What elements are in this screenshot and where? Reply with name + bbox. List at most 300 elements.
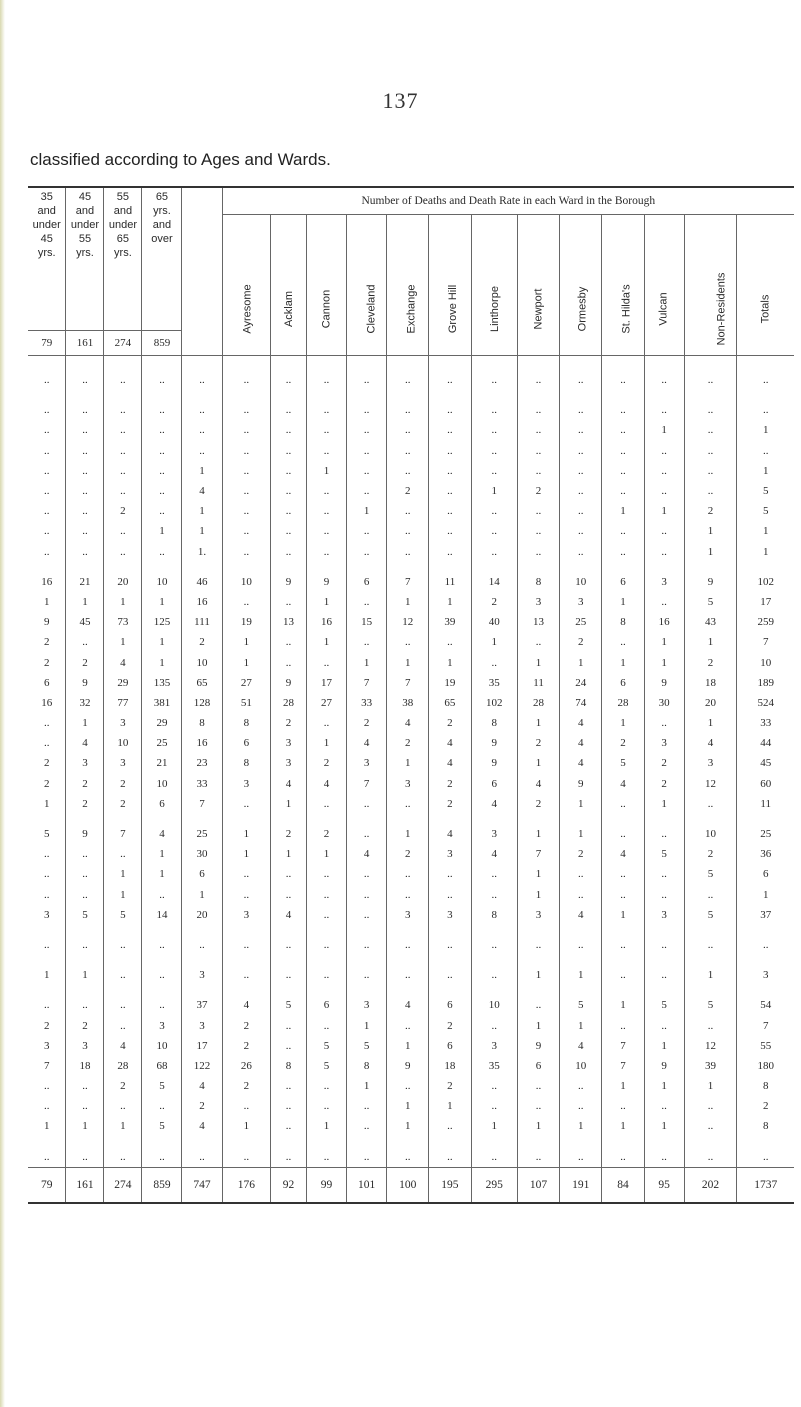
gap-cell (684, 390, 737, 400)
table-cell: .. (644, 521, 684, 541)
table-cell: .. (387, 461, 429, 481)
table-cell: 8 (471, 713, 517, 733)
deaths-by-age-and-ward-table (28, 186, 794, 1207)
final-total-cell: 176 (222, 1167, 271, 1203)
gap-cell (471, 955, 517, 965)
table-cell: .. (429, 965, 471, 985)
table-cell: 2 (737, 1096, 794, 1116)
table-cell: 1 (306, 1116, 346, 1136)
table-cell: 1 (737, 885, 794, 905)
gap-cell (222, 925, 271, 935)
gap-cell (271, 925, 307, 935)
table-cell: 16 (644, 612, 684, 632)
final-total-cell: 295 (471, 1167, 517, 1203)
table-cell: 1 (560, 1116, 602, 1136)
table-cell: 1 (347, 652, 387, 672)
bottom-rule-cell (471, 1203, 517, 1207)
table-cell: 1 (222, 844, 271, 864)
gap-cell (517, 562, 559, 572)
header-gap-cell (644, 356, 684, 371)
table-cell: .. (387, 965, 429, 985)
table-cell: .. (517, 1147, 559, 1168)
table-row (28, 905, 794, 925)
table-cell: .. (602, 632, 644, 652)
table-cell: 5 (684, 592, 737, 612)
table-cell: 7 (517, 844, 559, 864)
table-cell: .. (602, 400, 644, 420)
table-cell: 39 (429, 612, 471, 632)
table-cell: .. (602, 935, 644, 955)
table-cell: 1 (602, 652, 644, 672)
table-cell: 9 (471, 753, 517, 773)
table-cell: 18 (429, 1056, 471, 1076)
table-cell: .. (222, 935, 271, 955)
table-cell: 45 (737, 753, 794, 773)
table-cell: 6 (429, 1036, 471, 1056)
table-cell: 11 (429, 572, 471, 592)
table-cell: 6 (471, 774, 517, 794)
table-cell: .. (602, 965, 644, 985)
table-cell: 1 (182, 461, 222, 481)
table-cell: 2 (517, 794, 559, 814)
table-cell: 259 (737, 612, 794, 632)
gap-cell (271, 562, 307, 572)
gap-cell (644, 814, 684, 824)
table-cell: 1 (142, 844, 182, 864)
gap-cell (142, 390, 182, 400)
table-cell: .. (471, 935, 517, 955)
header-gap-cell (347, 356, 387, 371)
table-cell: .. (271, 461, 307, 481)
table-cell: 30 (644, 693, 684, 713)
table-cell: .. (387, 441, 429, 461)
table-cell: 1 (684, 542, 737, 562)
table-cell: .. (104, 935, 142, 955)
table-cell: .. (43, 868, 50, 881)
gap-cell (644, 390, 684, 400)
gap-cell (471, 1137, 517, 1147)
gap-cell (429, 925, 471, 935)
table-cell: 1 (142, 592, 182, 612)
table-cell: .. (347, 400, 387, 420)
ward-header-label: Vulcan (658, 292, 671, 326)
table-cell: 2 (182, 632, 222, 652)
table-cell: 18 (66, 1056, 104, 1076)
table-cell: 20 (182, 905, 222, 925)
table-cell: 14 (142, 905, 182, 925)
table-cell: .. (306, 1076, 346, 1096)
gap-cell (104, 1137, 142, 1147)
table-cell: 4 (66, 733, 104, 753)
table-cell: .. (271, 370, 307, 390)
table-cell: 25 (737, 824, 794, 844)
table-cell: .. (517, 632, 559, 652)
table-cell: .. (644, 713, 684, 733)
gap-cell (66, 925, 104, 935)
table-cell: .. (222, 542, 271, 562)
table-cell: 8 (222, 713, 271, 733)
table-cell: .. (66, 441, 104, 461)
table-cell: 4 (104, 1036, 142, 1056)
table-cell: .. (387, 521, 429, 541)
table-row (28, 592, 794, 612)
table-cell: 1 (517, 885, 559, 905)
table-cell: .. (66, 864, 104, 884)
table-cell: 16 (41, 696, 53, 709)
gap-cell (644, 562, 684, 572)
table-cell: 5 (66, 905, 104, 925)
table-cell: .. (517, 501, 559, 521)
table-cell: 2 (104, 774, 142, 794)
gap-cell (387, 955, 429, 965)
gap-cell (306, 955, 346, 965)
ward-header (306, 215, 346, 356)
table-cell: .. (347, 864, 387, 884)
table-cell: 65 (182, 673, 222, 693)
table-cell: 5 (142, 1116, 182, 1136)
table-cell: .. (222, 501, 271, 521)
table-cell: .. (429, 885, 471, 905)
table-cell: 16 (182, 733, 222, 753)
table-cell: 2 (104, 794, 142, 814)
table-cell: 19 (222, 612, 271, 632)
table-cell: .. (222, 441, 271, 461)
bottom-rule-cell (684, 1203, 737, 1207)
table-cell: 1 (471, 481, 517, 501)
table-cell: 7 (387, 572, 429, 592)
table-cell: 1 (142, 652, 182, 672)
table-cell: 4 (560, 1036, 602, 1056)
table-cell: 45 (66, 612, 104, 632)
table-cell: 16 (41, 575, 53, 588)
table-cell: .. (471, 441, 517, 461)
table-cell: 5 (737, 501, 794, 521)
wards-title-header: Number of Deaths and Death Rate in each Ward in the Borough (222, 188, 794, 215)
table-cell: .. (306, 1096, 346, 1116)
table-cell: .. (429, 441, 471, 461)
table-cell: .. (429, 632, 471, 652)
table-cell: .. (602, 1096, 644, 1116)
gap-cell (560, 1137, 602, 1147)
table-cell: 74 (560, 693, 602, 713)
table-cell: .. (142, 995, 182, 1015)
table-cell: .. (43, 1100, 50, 1113)
table-cell: 10 (142, 774, 182, 794)
table-cell: 102 (471, 693, 517, 713)
gap-cell (517, 1137, 559, 1147)
table-cell: 2 (517, 733, 559, 753)
table-cell: 10 (222, 572, 271, 592)
table-cell: .. (737, 370, 794, 390)
table-cell: 2 (429, 794, 471, 814)
table-cell: 1 (66, 713, 104, 733)
table-cell: 111 (182, 612, 222, 632)
header-gap-cell (517, 356, 559, 371)
table-cell: .. (142, 885, 182, 905)
table-cell: .. (347, 441, 387, 461)
table-cell: .. (306, 420, 346, 440)
table-cell: 2 (66, 652, 104, 672)
table-cell: 9 (43, 616, 50, 629)
ward-header-label: Linthorpe (488, 286, 501, 332)
table-cell: .. (387, 1147, 429, 1168)
final-total-cell: 859 (142, 1167, 182, 1203)
table-cell: 1 (43, 1120, 50, 1133)
table-cell: 5 (684, 995, 737, 1015)
table-cell: 1 (644, 420, 684, 440)
table-cell: .. (560, 935, 602, 955)
table-cell: .. (104, 542, 142, 562)
table-cell: .. (66, 935, 104, 955)
table-cell: .. (684, 1147, 737, 1168)
table-cell: 1 (560, 1015, 602, 1035)
table-cell: 3 (271, 753, 307, 773)
table-cell: 1. (182, 542, 222, 562)
table-cell: .. (142, 542, 182, 562)
table-cell: 32 (66, 693, 104, 713)
table-cell: 17 (306, 673, 346, 693)
table-cell: 5 (737, 481, 794, 501)
table-cell: 21 (66, 572, 104, 592)
table-cell: .. (644, 441, 684, 461)
table-cell: .. (222, 1147, 271, 1168)
gap-cell (602, 814, 644, 824)
gap-cell (222, 390, 271, 400)
table-cell: 12 (684, 1036, 737, 1056)
table-cell: 4 (429, 753, 471, 773)
table-cell: .. (602, 885, 644, 905)
table-cell: .. (602, 420, 644, 440)
table-row (28, 885, 794, 905)
table-cell: 21 (142, 753, 182, 773)
gap-cell (602, 955, 644, 965)
table-cell: 3 (737, 965, 794, 985)
table-cell: 1 (142, 632, 182, 652)
gap-cell (142, 814, 182, 824)
table-cell: 4 (222, 995, 271, 1015)
table-cell: .. (306, 935, 346, 955)
table-cell: .. (684, 794, 737, 814)
table-cell: .. (306, 501, 346, 521)
table-cell: 39 (684, 1056, 737, 1076)
table-cell: 4 (387, 995, 429, 1015)
table-cell: 4 (560, 905, 602, 925)
table-cell: 2 (387, 733, 429, 753)
table-row (28, 370, 794, 390)
table-cell: .. (43, 1080, 50, 1093)
table-cell: .. (429, 420, 471, 440)
table-cell: 8 (222, 753, 271, 773)
table-cell: .. (602, 542, 644, 562)
table-cell: .. (306, 481, 346, 501)
final-total-cell: 161 (66, 1167, 104, 1203)
bottom-rule-cell (104, 1203, 142, 1207)
table-cell: 1 (306, 461, 346, 481)
table-cell: 1 (142, 521, 182, 541)
table-cell: 128 (182, 693, 222, 713)
table-cell: .. (644, 885, 684, 905)
gap-cell (142, 925, 182, 935)
table-cell: .. (271, 592, 307, 612)
table-cell: 135 (142, 673, 182, 693)
table-cell: .. (429, 1116, 471, 1136)
bottom-rule-cell (182, 1203, 222, 1207)
table-cell: .. (66, 1076, 104, 1096)
table-cell: 14 (471, 572, 517, 592)
table-cell: 19 (429, 673, 471, 693)
table-cell: 2 (644, 774, 684, 794)
table-cell: .. (737, 400, 794, 420)
table-cell: .. (347, 542, 387, 562)
table-row (28, 995, 794, 1015)
table-cell: 28 (602, 693, 644, 713)
gap-cell (182, 1137, 222, 1147)
table-cell: 1 (66, 965, 104, 985)
table-cell: 1 (66, 1116, 104, 1136)
table-cell: .. (43, 938, 50, 951)
table-cell: 4 (347, 733, 387, 753)
table-cell: 1 (387, 652, 429, 672)
table-cell: 65 (429, 693, 471, 713)
table-cell: 5 (560, 995, 602, 1015)
table-cell: .. (347, 885, 387, 905)
table-cell: .. (347, 592, 387, 612)
header-gap-cell (271, 356, 307, 371)
table-cell: 4 (182, 481, 222, 501)
table-cell: .. (271, 481, 307, 501)
table-cell: .. (222, 885, 271, 905)
table-cell: .. (644, 400, 684, 420)
table-cell: .. (387, 370, 429, 390)
table-cell: .. (182, 441, 222, 461)
table-cell: 2 (560, 844, 602, 864)
table-cell: 73 (104, 612, 142, 632)
table-cell: .. (429, 1147, 471, 1168)
table-cell: 2 (43, 636, 50, 649)
table-cell: .. (602, 521, 644, 541)
table-cell: 9 (66, 673, 104, 693)
table-cell: 5 (306, 1036, 346, 1056)
final-total-cell: 107 (517, 1167, 559, 1203)
gap-cell (271, 1137, 307, 1147)
bottom-rule-cell (222, 1203, 271, 1207)
table-cell: 4 (471, 844, 517, 864)
final-total-cell: 84 (602, 1167, 644, 1203)
bottom-rule-cell (387, 1203, 429, 1207)
table-cell: .. (271, 420, 307, 440)
table-cell: 6 (602, 572, 644, 592)
gap-cell (387, 814, 429, 824)
table-cell: 29 (104, 673, 142, 693)
table-row (28, 733, 794, 753)
gap-cell (644, 1137, 684, 1147)
table-cell: .. (222, 370, 271, 390)
gap-cell (429, 814, 471, 824)
table-cell: 1 (306, 733, 346, 753)
table-cell: .. (104, 461, 142, 481)
table-cell: .. (104, 844, 142, 864)
table-cell: 7 (43, 1059, 50, 1072)
table-cell: 1 (517, 824, 559, 844)
table-cell: 25 (560, 612, 602, 632)
ward-header-label: Acklam (283, 290, 296, 328)
ward-header (222, 215, 271, 356)
table-cell: 3 (66, 753, 104, 773)
table-cell: 5 (644, 995, 684, 1015)
ward-header-label: Cannon (320, 289, 333, 329)
table-cell: 4 (387, 713, 429, 733)
table-cell: 6 (306, 995, 346, 1015)
gap-cell (684, 985, 737, 995)
table-row (28, 864, 794, 884)
header-gap-cell (142, 356, 182, 371)
table-cell: .. (387, 632, 429, 652)
table-cell: .. (347, 1096, 387, 1116)
table-cell: 8 (737, 1076, 794, 1096)
table-row (28, 1076, 794, 1096)
table-cell: 25 (142, 733, 182, 753)
table-cell: 26 (222, 1056, 271, 1076)
table-cell: .. (43, 444, 50, 457)
table-cell: 1 (306, 844, 346, 864)
gap-cell (182, 562, 222, 572)
table-cell: 1 (602, 995, 644, 1015)
table-cell: 28 (271, 693, 307, 713)
gap-cell (517, 814, 559, 824)
gap-cell (271, 814, 307, 824)
table-cell: .. (43, 505, 50, 518)
age-total-cell: 859 (142, 331, 182, 356)
table-cell: 2 (347, 713, 387, 733)
gap-cell (347, 390, 387, 400)
table-cell: .. (271, 542, 307, 562)
table-cell: .. (306, 905, 346, 925)
table-cell: .. (142, 1147, 182, 1168)
table-cell: .. (737, 441, 794, 461)
gap-cell (66, 390, 104, 400)
table-cell: .. (43, 848, 50, 861)
table-cell: 7 (737, 632, 794, 652)
table-cell: 43 (684, 612, 737, 632)
table-cell: .. (43, 737, 50, 750)
table-cell: .. (43, 999, 50, 1012)
gap-cell (517, 985, 559, 995)
table-cell: .. (66, 370, 104, 390)
table-cell: 6 (517, 1056, 559, 1076)
table-cell: 3 (182, 1015, 222, 1035)
table-row (28, 652, 794, 672)
table-cell: .. (271, 1015, 307, 1035)
ward-header (471, 215, 517, 356)
gap-cell (66, 814, 104, 824)
table-cell: .. (737, 1147, 794, 1168)
table-cell: 6 (43, 676, 50, 689)
table-cell: 9 (271, 572, 307, 592)
table-cell: .. (644, 965, 684, 985)
table-cell: 1 (104, 592, 142, 612)
gap-cell (347, 1137, 387, 1147)
table-cell: .. (471, 1015, 517, 1035)
table-cell: .. (471, 1096, 517, 1116)
table-cell: 6 (347, 572, 387, 592)
table-cell: .. (306, 652, 346, 672)
table-cell: 1 (644, 794, 684, 814)
ward-header-label: Cleveland (365, 284, 378, 334)
final-total-cell: 79 (28, 1167, 66, 1203)
table-cell: 3 (182, 965, 222, 985)
header-gap-cell (222, 356, 271, 371)
header-gap-cell (66, 356, 104, 371)
